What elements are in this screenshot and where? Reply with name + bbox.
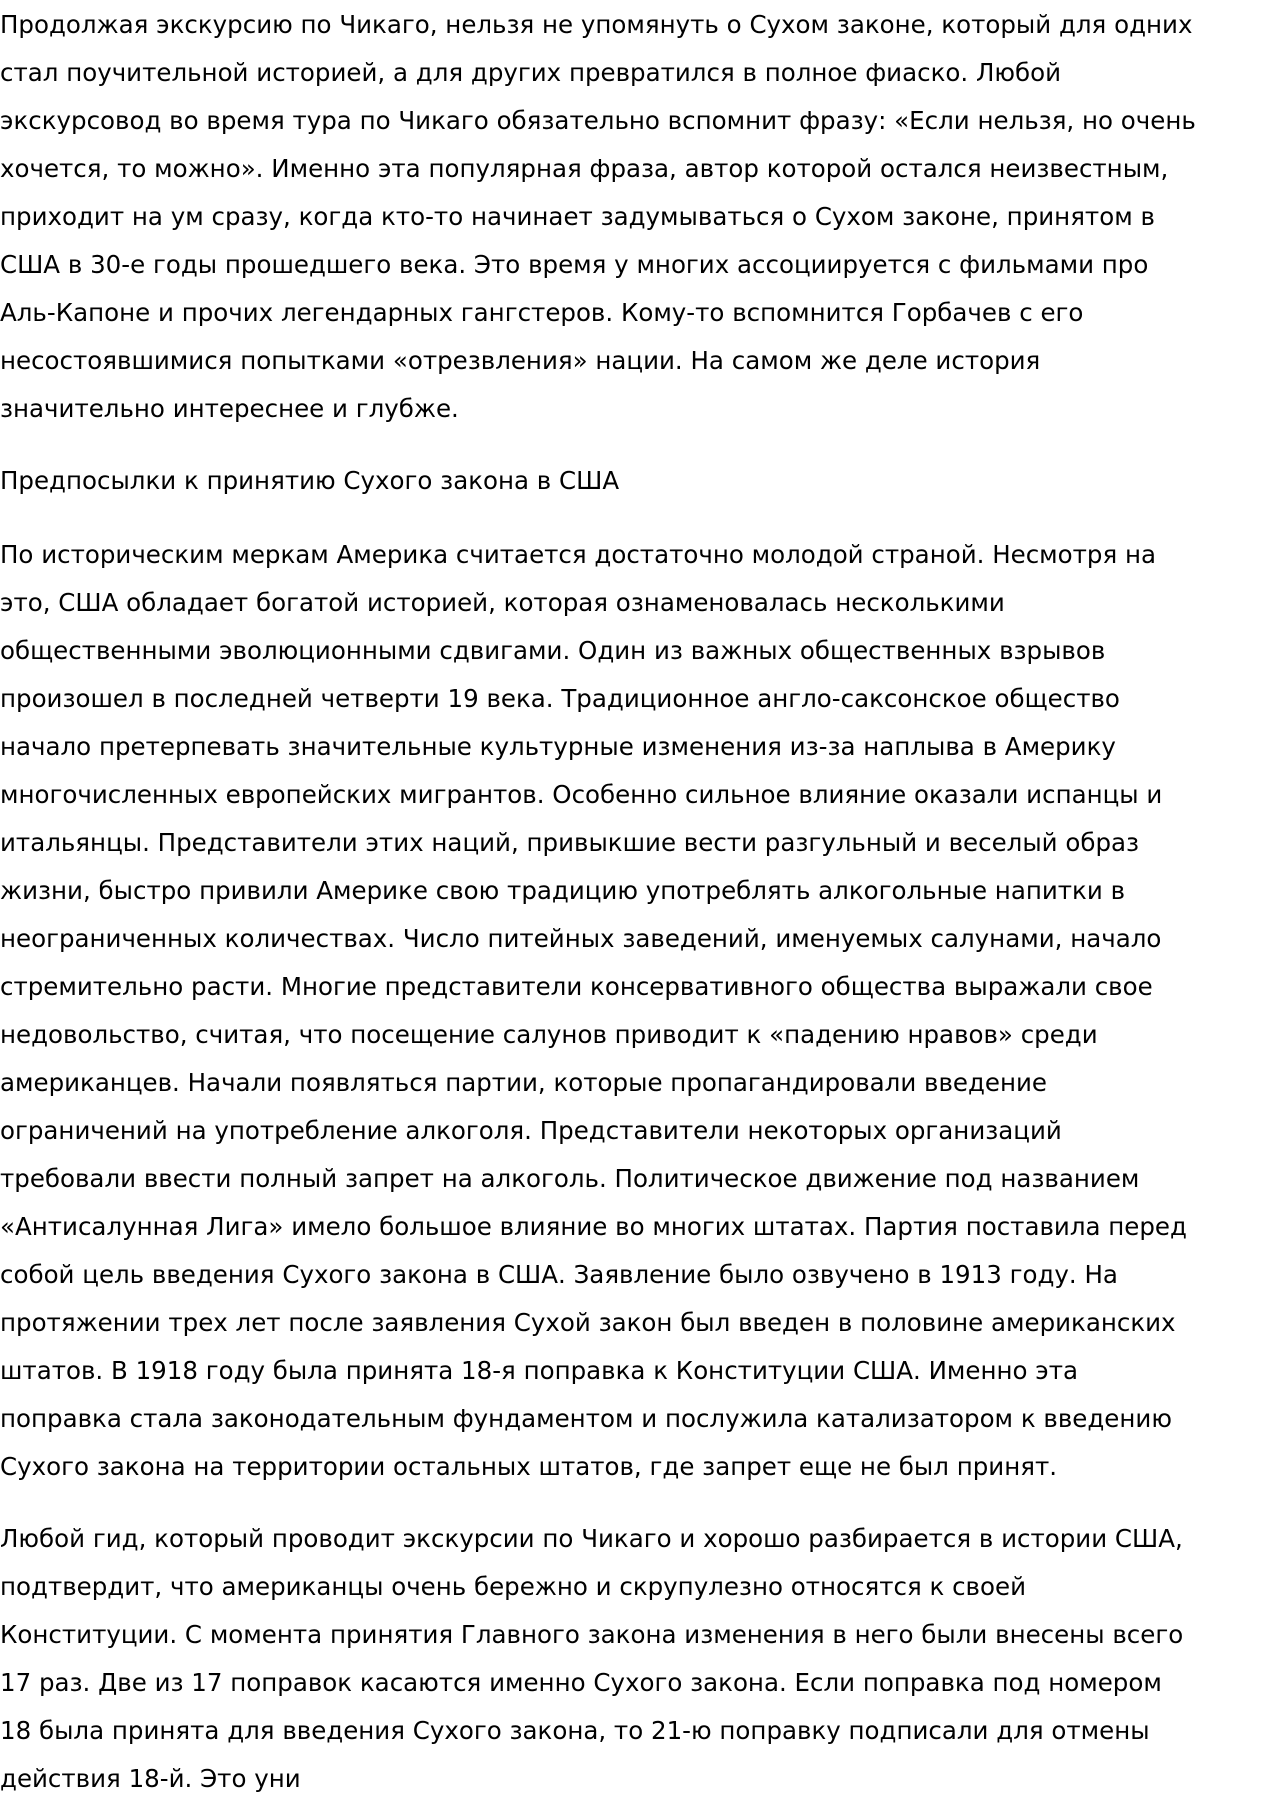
body-line: жизни, быстро привили Америке свою традицию употреблять алкогольные напитки в <box>0 876 1126 905</box>
intro-line: стал поучительной историей, а для других превратился в полное фиаско. Любой <box>0 58 1062 87</box>
body-line: это, США обладает богатой историей, которая ознаменовалась несколькими <box>0 588 1005 617</box>
closing-line: действия 18-й. Это уни <box>0 1764 301 1793</box>
body-line: произошел в последней четверти 19 века. Традиционное англо-саксонское общество <box>0 684 1120 713</box>
intro-line: несостоявшимися попытками «отрезвления» нации. На самом же деле история <box>0 346 1041 375</box>
body-line: Сухого закона на территории остальных штатов, где запрет еще не был принят. <box>0 1452 1058 1481</box>
body-line: итальянцы. Представители этих наций, привыкшие вести разгульный и веселый образ <box>0 828 1140 857</box>
body-line: требовали ввести полный запрет на алкоголь. Политическое движение под названием <box>0 1164 1140 1193</box>
intro-line: Аль-Капоне и прочих легендарных гангстеров. Кому-то вспомнится Горбачев с его <box>0 298 1084 327</box>
body-line: многочисленных европейских мигрантов. Особенно сильное влияние оказали испанцы и <box>0 780 1163 809</box>
intro-line: приходит на ум сразу, когда кто-то начинает задумываться о Сухом законе, принятом в <box>0 202 1155 231</box>
body-line: общественными эволюционными сдвигами. Один из важных общественных взрывов <box>0 636 1106 665</box>
closing-line: Конституции. С момента принятия Главного закона изменения в него были внесены всего <box>0 1620 1184 1649</box>
body-line: ограничений на употребление алкоголя. Представители некоторых организаций <box>0 1116 1062 1145</box>
body-line: недовольство, считая, что посещение салунов приводит к «падению нравов» среди <box>0 1020 1098 1049</box>
intro-line: США в 30-е годы прошедшего века. Это время у многих ассоциируется с фильмами про <box>0 250 1149 279</box>
intro-line: значительно интереснее и глубже. <box>0 394 459 423</box>
closing-line: 17 раз. Две из 17 поправок касаются именно Сухого закона. Если поправка под номером <box>0 1668 1162 1697</box>
intro-line: хочется, то можно». Именно эта популярная фраза, автор которой остался неизвестным, <box>0 154 1169 183</box>
body-line: собой цель введения Сухого закона в США. Заявление было озвучено в 1913 году. На <box>0 1260 1118 1289</box>
body-line: начало претерпевать значительные культурные изменения из-за наплыва в Америку <box>0 732 1116 761</box>
body-paragraph <box>0 531 1262 1491</box>
closing-paragraph <box>0 1515 1262 1803</box>
body-line: По историческим меркам Америка считается достаточно молодой страной. Несмотря на <box>0 540 1157 569</box>
intro-line: экскурсовод во время тура по Чикаго обязательно вспомнит фразу: «Если нельзя, но очень <box>0 106 1196 135</box>
section-subheading: Предпосылки к принятию Сухого закона в США <box>0 466 620 495</box>
closing-line: 18 была принята для введения Сухого закона, то 21-ю поправку подписали для отмены <box>0 1716 1150 1745</box>
body-line: «Антисалунная Лига» имело большое влияние во многих штатах. Партия поставила перед <box>0 1212 1187 1241</box>
intro-line: Продолжая экскурсию по Чикаго, нельзя не упомянуть о Сухом законе, который для одних <box>0 10 1193 39</box>
closing-line: Любой гид, который проводит экскурсии по Чикаго и хорошо разбирается в истории США, <box>0 1524 1183 1553</box>
intro-paragraph <box>0 1 1262 433</box>
body-line: протяжении трех лет после заявления Сухой закон был введен в половине американских <box>0 1308 1176 1337</box>
body-line: штатов. В 1918 году была принята 18-я поправка к Конституции США. Именно эта <box>0 1356 1079 1385</box>
body-line: поправка стала законодательным фундаментом и послужила катализатором к введению <box>0 1404 1172 1433</box>
body-line: неограниченных количествах. Число питейных заведений, именуемых салунами, начало <box>0 924 1162 953</box>
closing-line: подтвердит, что американцы очень бережно и скрупулезно относятся к своей <box>0 1572 1026 1601</box>
body-line: американцев. Начали появляться партии, которые пропагандировали введение <box>0 1068 1048 1097</box>
body-line: стремительно расти. Многие представители консервативного общества выражали свое <box>0 972 1153 1001</box>
